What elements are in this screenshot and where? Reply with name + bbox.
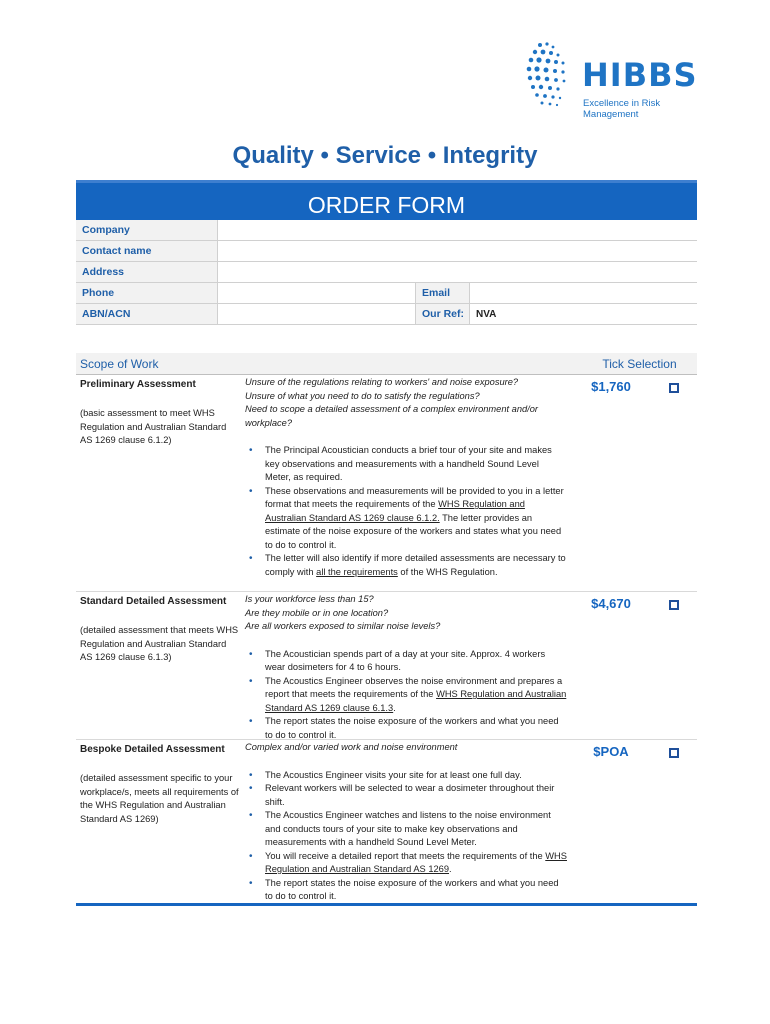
contact-field[interactable]: [218, 241, 697, 261]
dots-mark-icon: [524, 40, 580, 115]
phone-row: [76, 283, 697, 304]
service-point: • The Acoustics Engineer watches and listens to the noise environment and conducts tours of your site to make key observations and measurements with a handheld Sound Level Meter.: [245, 809, 567, 850]
ourref-label: Our Ref:: [416, 304, 470, 324]
service-point: • The Principal Acoustician conducts a brief tour of your site and makes key observations and measurements with a handheld Sound Level Meter, as required.: [245, 444, 567, 485]
order-form-title: ORDER FORM: [76, 180, 697, 220]
service-point: • The report states the noise exposure of the workers and what you need to do to control it.: [245, 715, 567, 742]
service-point: • Relevant workers will be selected to wear a dosimeter throughout their shift.: [245, 782, 567, 809]
tick-checkbox[interactable]: [669, 383, 679, 393]
address-row: [76, 262, 697, 283]
service-price: $POA: [593, 744, 629, 759]
ourref-value: NVA: [476, 309, 497, 320]
service-row-bespoke: [76, 740, 697, 903]
service-question: Need to scope a detailed assessment of a complex environment and/or workplace?: [245, 404, 539, 428]
page-tagline: Quality • Service • Integrity: [232, 142, 538, 169]
email-label: Email: [416, 283, 470, 303]
service-description: (detailed assessment specific to your workplace/s, meets all requirements of the WHS Regulation and Australian Standard AS 1269): [80, 773, 239, 824]
email-field[interactable]: [470, 283, 697, 303]
service-row-preliminary: [76, 375, 697, 592]
logo-tagline: Excellence in Risk Management: [583, 98, 661, 120]
tick-checkbox[interactable]: [669, 600, 679, 610]
tick-checkbox[interactable]: [669, 748, 679, 758]
service-name: Preliminary Assessment: [80, 379, 196, 390]
service-point: • The Acoustician spends part of a day at your site. Approx. 4 workers wear dosimeters for 4 to 6 hours.: [245, 648, 567, 675]
service-question: Are all workers exposed to similar noise levels?: [245, 621, 441, 631]
hibbs-logo: [524, 40, 714, 120]
service-question: Unsure of what you need to do to satisfy the regulations?: [245, 390, 480, 401]
service-description: (basic assessment to meet WHS Regulation and Australian Standard AS 1269 clause 6.1.2): [80, 408, 227, 445]
service-price: $4,670: [591, 596, 631, 611]
abn-row: [76, 304, 697, 325]
address-label: Address: [76, 262, 218, 282]
contact-row: [76, 241, 697, 262]
service-point: • The letter will also identify if more detailed assessments are necessary to comply with all the requirements of the WHS Regulation.: [245, 552, 567, 579]
abn-field[interactable]: [218, 304, 416, 324]
service-point: • You will receive a detailed report that meets the requirements of the WHS Regulation and Australian Standard AS 1269.: [245, 850, 567, 877]
phone-field[interactable]: [218, 283, 416, 303]
company-row: [76, 220, 697, 241]
address-field[interactable]: [218, 262, 697, 282]
service-point: • The report states the noise exposure of the workers and what you need to do to control it.: [245, 877, 567, 904]
service-point: • The Acoustics Engineer visits your site for at least one full day.: [245, 769, 567, 783]
service-question: Unsure of the regulations relating to workers' and noise exposure?: [245, 377, 519, 387]
company-field[interactable]: [218, 220, 697, 240]
company-label: Company: [76, 220, 218, 240]
scope-table: [76, 353, 697, 906]
service-description: (detailed assessment that meets WHS Regulation and Australian Standard AS 1269 clause 6.1.3): [80, 625, 239, 662]
tick-heading: Tick Selection: [602, 357, 677, 371]
scope-header: [76, 353, 697, 375]
service-point: • The Acoustics Engineer observes the noise environment and prepares a report that meets the requirements of the WHS Regulation and Australian Standard AS 1269 clause 6.1.3.: [245, 675, 567, 716]
service-row-standard: [76, 592, 697, 740]
order-form: [76, 180, 697, 325]
service-question: Are they mobile or in one location?: [245, 607, 389, 618]
contact-label: Contact name: [76, 241, 218, 261]
logo-wordmark: HIBBS: [582, 56, 698, 94]
service-name: Bespoke Detailed Assessment: [80, 744, 225, 755]
service-point: • These observations and measurements will be provided to you in a letter format that meets the requirements of the WHS Regulation and Australian Standard AS 1269 clause 6.1.2. The letter provides an estimate of the noise exposure of the workers and states what you need to do to control it.: [245, 485, 567, 553]
service-price: $1,760: [591, 379, 631, 394]
phone-label: Phone: [76, 283, 218, 303]
abn-label: ABN/ACN: [76, 304, 218, 324]
service-question: Complex and/or varied work and noise environment: [245, 742, 458, 752]
service-question: Is your workforce less than 15?: [245, 594, 374, 604]
service-name: Standard Detailed Assessment: [80, 596, 227, 607]
scope-heading: Scope of Work: [80, 357, 159, 371]
